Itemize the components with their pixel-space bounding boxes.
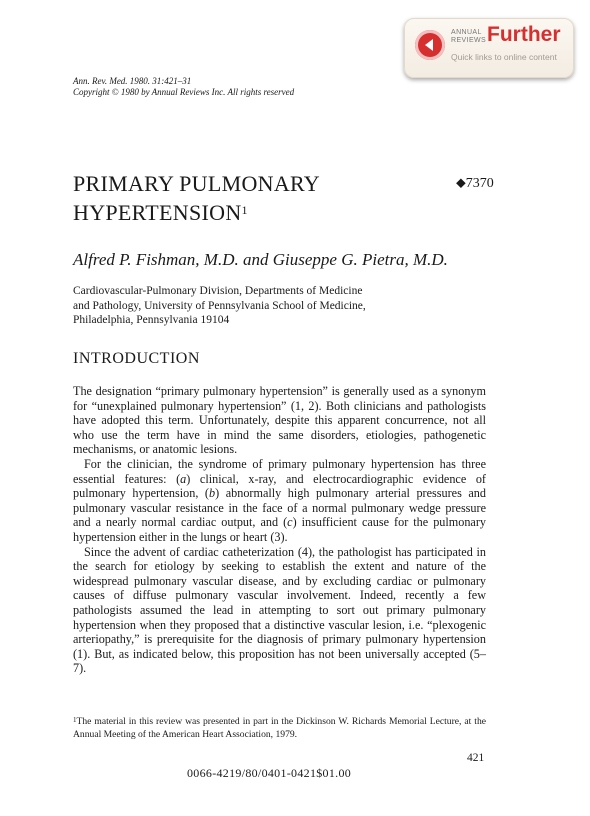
article-title <box>73 169 320 227</box>
authors: Alfred P. Fishman, M.D. and Giuseppe G. Pietra, M.D. <box>73 250 448 269</box>
further-badge[interactable] <box>404 18 574 78</box>
affiliation <box>73 284 366 328</box>
paragraph: The designation “primary pulmonary hypertension” is generally used as a synonym for “unexplained pulmonary hypertension” (1, 2). Both clinicians and pathologists have adopted this term. Unfortunately, despite this apparent concurrence, not all who use the term have in mind the same disorders, etiologies, pathogenetic mechanisms, or anatomic lesions. <box>73 384 486 457</box>
footnote <box>73 715 486 741</box>
copyright-notice: Copyright © 1980 by Annual Reviews Inc. All rights reserved <box>73 87 295 97</box>
section-heading: INTRODUCTION <box>73 350 200 367</box>
annual-reviews-wordmark: ANNUAL REVIEWS <box>451 29 487 44</box>
annual-reviews-logo-icon <box>415 30 445 60</box>
further-label: Further <box>487 23 561 46</box>
body-text <box>73 384 486 676</box>
affiliation-line: and Pathology, University of Pennsylvania School of Medicine, <box>73 299 366 312</box>
footnote-text: The material in this review was presented in part in the Dickinson W. Richards Memorial Lecture, at the Annual Meeting of the American Heart Association, 1979. <box>73 716 486 740</box>
article-code: ⬥7370 <box>456 176 494 191</box>
page-number: 421 <box>467 752 485 764</box>
footnote-mark: 1 <box>73 716 77 724</box>
affiliation-line: Cardiovascular-Pulmonary Division, Departments of Medicine <box>73 285 363 297</box>
journal-citation: Ann. Rev. Med. 1980. 31:421–31 <box>73 76 192 86</box>
paragraph: Since the advent of cardiac catheterization (4), the pathologist has participated in the search for etiology by seeking to establish the extent and nature of the widespread pulmonary vascular disease, and by excluding cardiac or pulmonary causes of diffuse pulmonary vascular involvement. Indeed, recently a few pathologists assumed the lead in attempting to sort out primary pulmonary hypertension when they proposed that a distinctive vascular lesion, i.e. “plexogenic arteriopathy,” is prerequisite for the diagnosis of primary pulmonary hypertension (1). But, as indicated below, this proposition has not been universally accepted (5–7). <box>73 544 486 676</box>
affiliation-line: Philadelphia, Pennsylvania 19104 <box>73 314 230 326</box>
title-line-1: PRIMARY PULMONARY <box>73 171 320 196</box>
paragraph: For the clinician, the syndrome of primary pulmonary hypertension has three essential features: (a) clinical, x-ray, and electrocardiographic evidence of pulmonary hypertension, (b) abnormally high pulmonary arterial pressures and pulmonary vascular resistance in the face of a normal pulmonary wedge pressure and a nearly normal cardiac output, and (c) insufficient cause for the pulmonary hypertension either in the lungs or heart (3). <box>73 456 486 544</box>
title-line-2: HYPERTENSION$^1$ <box>73 200 248 225</box>
doi-code: 0066-4219/80/0401-0421$01.00 <box>187 766 352 780</box>
title-footnote-mark[interactable]: 1 <box>241 203 248 217</box>
further-subtitle: Quick links to online content <box>451 52 557 62</box>
